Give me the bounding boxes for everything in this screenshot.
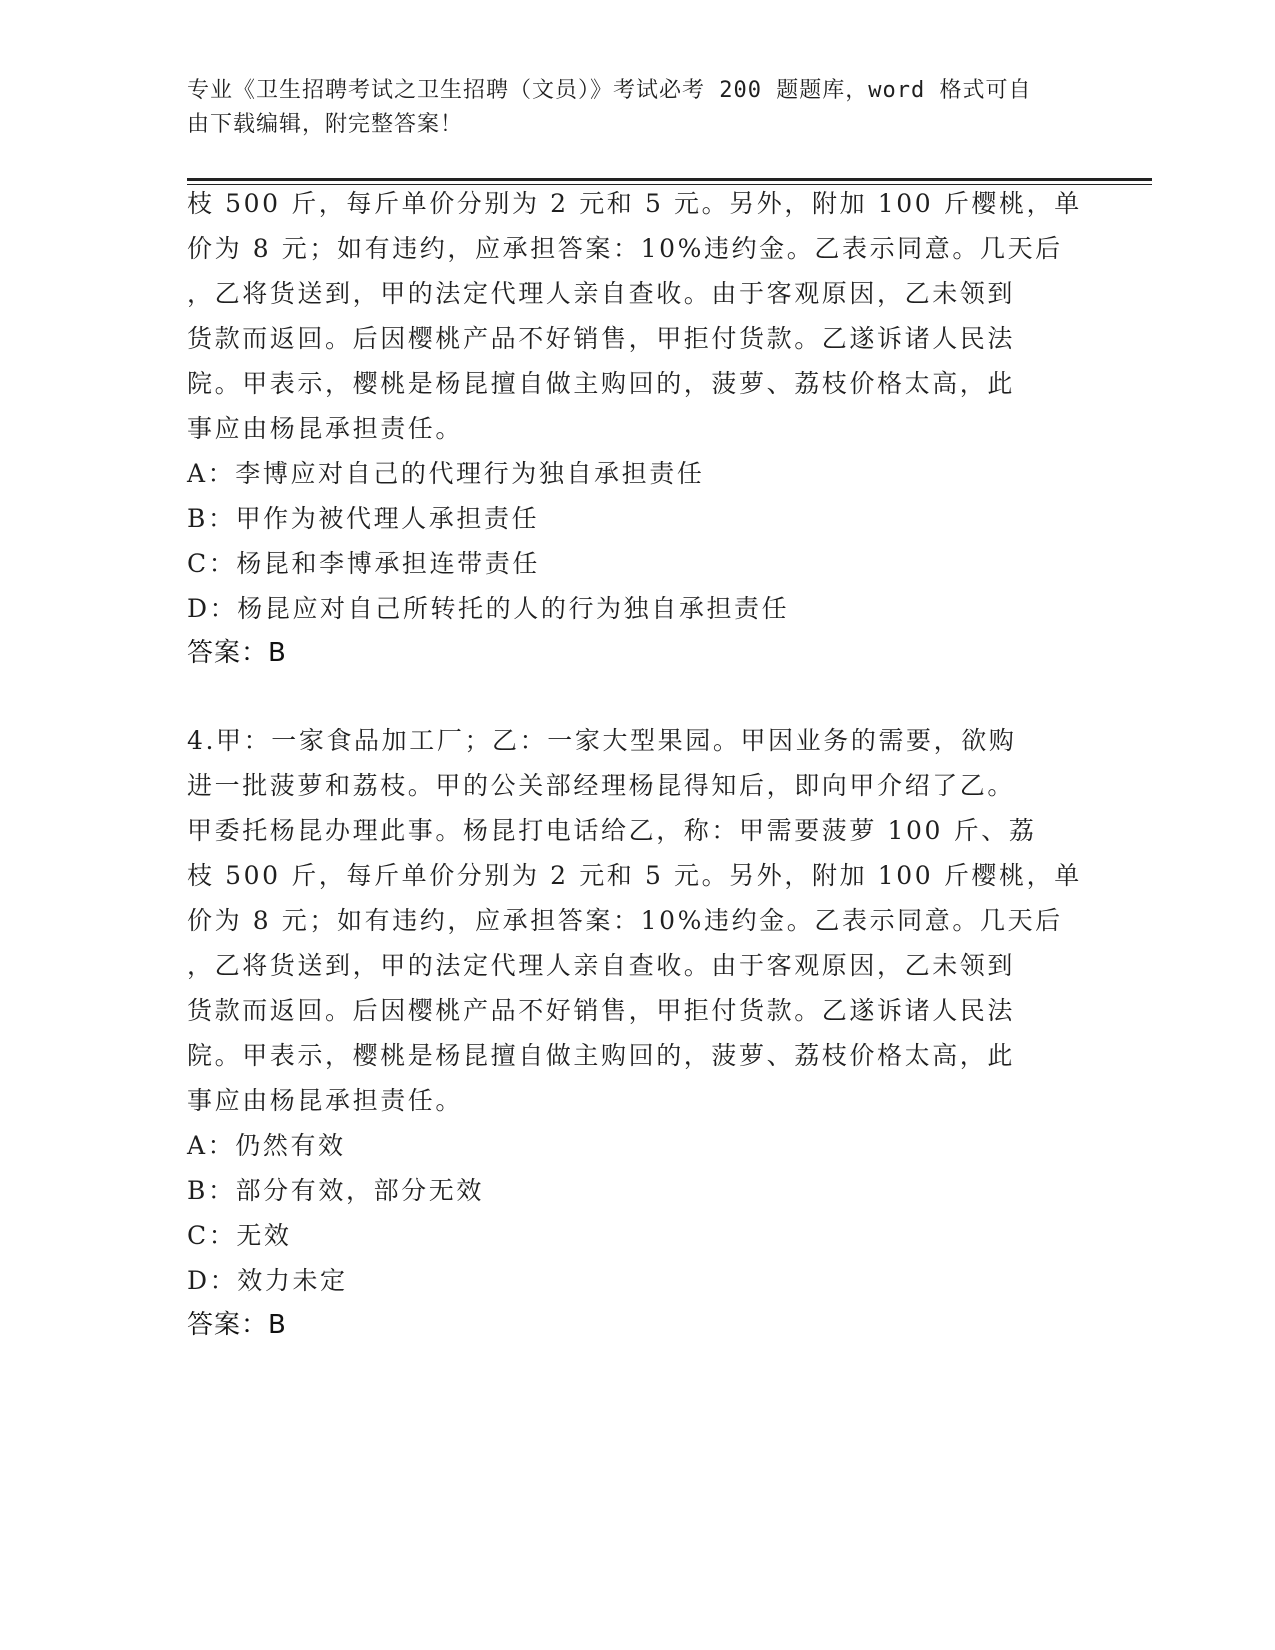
option-d: D：杨昆应对自己所转托的人的行为独自承担责任 <box>187 594 790 623</box>
option-b: B：部分有效，部分无效 <box>187 1176 484 1205</box>
question-text-line: 事应由杨昆承担责任。 <box>187 414 464 443</box>
question-text-line: 院。甲表示，樱桃是杨昆擅自做主购回的，菠萝、荔枝价格太高，此 <box>187 1041 1016 1070</box>
question-text-line: 进一批菠萝和荔枝。甲的公关部经理杨昆得知后，即向甲介绍了乙。 <box>187 771 1016 800</box>
question-text-line: 枝 500 斤，每斤单价分别为 2 元和 5 元。另外，附加 100 斤樱桃，单 <box>187 861 1082 890</box>
question-text-line: 事应由杨昆承担责任。 <box>187 1086 464 1115</box>
question-text-line: 枝 500 斤，每斤单价分别为 2 元和 5 元。另外，附加 100 斤樱桃，单 <box>187 189 1082 218</box>
question-text-line: 院。甲表示，樱桃是杨昆擅自做主购回的，菠萝、荔枝价格太高，此 <box>187 369 1016 398</box>
option-b: B：甲作为被代理人承担责任 <box>187 504 540 533</box>
header-line-1: 专业《卫生招聘考试之卫生招聘（文员）》考试必考 200 题题库，word 格式可自 <box>187 78 1032 103</box>
question-4 <box>187 718 1087 1348</box>
header-line-2: 由下载编辑，附完整答案！ <box>187 112 464 137</box>
answer-label: 答案：B <box>187 1310 287 1340</box>
answer-label: 答案：B <box>187 638 287 668</box>
question-text-line: ，乙将货送到，甲的法定代理人亲自查收。由于客观原因，乙未领到 <box>187 951 1016 980</box>
question-3-continuation <box>187 181 1087 676</box>
option-c: C：杨昆和李博承担连带责任 <box>187 549 540 578</box>
question-text-line: 甲委托杨昆办理此事。杨昆打电话给乙，称：甲需要菠萝 100 斤、荔 <box>187 816 1037 845</box>
question-text-line: 4.甲：一家食品加工厂；乙：一家大型果园。甲因业务的需要，欲购 <box>187 726 1017 755</box>
question-text-line: 货款而返回。后因樱桃产品不好销售，甲拒付货款。乙遂诉诸人民法 <box>187 996 1016 1025</box>
question-text-line: 货款而返回。后因樱桃产品不好销售，甲拒付货款。乙遂诉诸人民法 <box>187 324 1016 353</box>
option-d: D：效力未定 <box>187 1266 348 1295</box>
document-header <box>187 74 1077 142</box>
question-text-line: ，乙将货送到，甲的法定代理人亲自查收。由于客观原因，乙未领到 <box>187 279 1016 308</box>
option-c: C：无效 <box>187 1221 292 1250</box>
option-a: A：仍然有效 <box>187 1131 346 1160</box>
question-text-line: 价为 8 元；如有违约，应承担答案：10%违约金。乙表示同意。几天后 <box>187 234 1063 263</box>
question-text-line: 价为 8 元；如有违约，应承担答案：10%违约金。乙表示同意。几天后 <box>187 906 1063 935</box>
option-a: A：李博应对自己的代理行为独自承担责任 <box>187 459 705 488</box>
